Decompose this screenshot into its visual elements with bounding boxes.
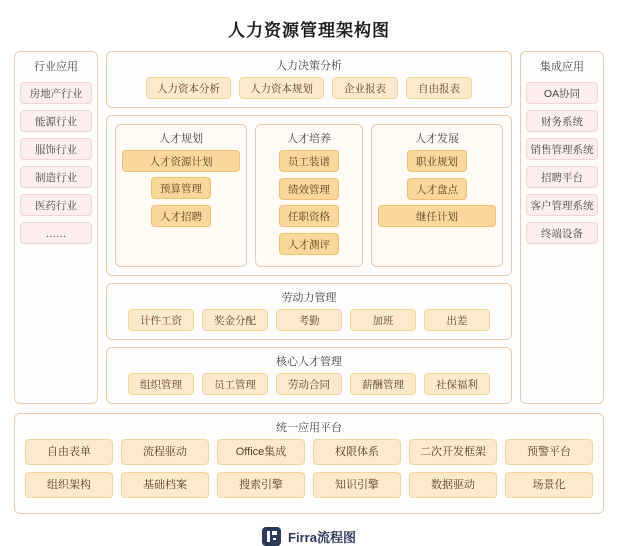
decision-item[interactable]: 企业报表 [332, 77, 398, 99]
decision-analysis-items [107, 77, 511, 107]
industry-item-more[interactable]: …… [20, 222, 92, 244]
labor-item[interactable]: 奖金分配 [202, 309, 268, 331]
industry-applications-panel [14, 51, 98, 404]
core-talent-items [107, 373, 511, 403]
decision-analysis-panel [106, 51, 512, 108]
core-item[interactable]: 劳动合同 [276, 373, 342, 395]
talent-training-panel [255, 124, 363, 267]
talent-development-row [372, 150, 502, 205]
labor-management-heading: 劳动力管理 [281, 292, 337, 304]
unified-platform-heading: 统一应用平台 [276, 422, 342, 434]
talent-panels [107, 116, 511, 275]
integration-item[interactable]: 终端设备 [526, 222, 598, 244]
firra-logo-icon [262, 527, 281, 546]
platform-item[interactable]: 自由表单 [25, 439, 113, 465]
center-column [106, 51, 512, 404]
talent-training-item[interactable]: 员工装谱 [279, 150, 339, 172]
platform-item[interactable]: 数据驱动 [409, 472, 497, 498]
diagram-body [0, 41, 618, 404]
page-title: 人力资源管理架构图 [228, 21, 390, 40]
decision-item[interactable]: 人力资本分析 [146, 77, 231, 99]
labor-item[interactable]: 出差 [424, 309, 490, 331]
labor-management-panel [106, 283, 512, 340]
platform-item[interactable]: 二次开发框架 [409, 439, 497, 465]
talent-planning-row [116, 150, 246, 177]
core-talent-heading: 核心人才管理 [276, 356, 342, 368]
industry-item[interactable]: 制造行业 [20, 166, 92, 188]
core-item[interactable]: 员工管理 [202, 373, 268, 395]
footer-brand: Firra流程图 [288, 530, 356, 545]
talent-development-item[interactable]: 继任计划 [378, 205, 496, 227]
platform-item[interactable]: 搜索引擎 [217, 472, 305, 498]
talent-panels-wrapper [106, 115, 512, 276]
talent-development-heading: 人才发展 [415, 133, 459, 145]
talent-development-item[interactable]: 人才盘点 [407, 178, 467, 200]
talent-training-item[interactable]: 绩效管理 [279, 178, 339, 200]
platform-item[interactable]: Office集成 [217, 439, 305, 465]
labor-management-items [107, 309, 511, 339]
core-item[interactable]: 薪酬管理 [350, 373, 416, 395]
integrated-applications-panel [520, 51, 604, 404]
platform-row [15, 439, 603, 472]
integration-item[interactable]: OA协同 [526, 82, 598, 104]
labor-item[interactable]: 计件工资 [128, 309, 194, 331]
industry-item[interactable]: 能源行业 [20, 110, 92, 132]
decision-analysis-heading: 人力决策分析 [276, 60, 342, 72]
labor-item[interactable]: 考勤 [276, 309, 342, 331]
talent-development-panel [371, 124, 503, 267]
industry-item[interactable]: 医药行业 [20, 194, 92, 216]
talent-training-row [256, 205, 362, 260]
platform-row [15, 472, 603, 505]
platform-item[interactable]: 流程驱动 [121, 439, 209, 465]
labor-item[interactable]: 加班 [350, 309, 416, 331]
industry-item[interactable]: 房地产行业 [20, 82, 92, 104]
footer [0, 514, 618, 546]
talent-development-row [372, 205, 502, 232]
platform-item[interactable]: 组织架构 [25, 472, 113, 498]
integrated-applications-heading: 集成应用 [540, 61, 584, 73]
talent-planning-row [116, 177, 246, 232]
talent-training-item[interactable]: 人才测评 [279, 233, 339, 255]
integration-item[interactable]: 客户管理系统 [526, 194, 598, 216]
integration-item[interactable]: 招聘平台 [526, 166, 598, 188]
integration-item[interactable]: 财务系统 [526, 110, 598, 132]
core-item[interactable]: 社保福利 [424, 373, 490, 395]
talent-training-row [256, 150, 362, 205]
platform-item[interactable]: 场景化 [505, 472, 593, 498]
core-talent-panel [106, 347, 512, 404]
platform-item[interactable]: 权限体系 [313, 439, 401, 465]
talent-development-item[interactable]: 职业规划 [407, 150, 467, 172]
platform-item[interactable]: 基础档案 [121, 472, 209, 498]
decision-item[interactable]: 人力资本规划 [239, 77, 324, 99]
platform-item[interactable]: 预警平台 [505, 439, 593, 465]
core-item[interactable]: 组织管理 [128, 373, 194, 395]
talent-planning-item[interactable]: 人才资源计划 [122, 150, 240, 172]
talent-planning-panel [115, 124, 247, 267]
unified-platform-panel [14, 413, 604, 514]
integration-item[interactable]: 销售管理系统 [526, 138, 598, 160]
talent-planning-item[interactable]: 人才招聘 [151, 205, 211, 227]
talent-planning-heading: 人才规划 [159, 133, 203, 145]
talent-training-item[interactable]: 任职资格 [279, 205, 339, 227]
industry-item[interactable]: 服饰行业 [20, 138, 92, 160]
industry-applications-heading: 行业应用 [34, 61, 78, 73]
decision-item[interactable]: 自由报表 [406, 77, 472, 99]
talent-training-heading: 人才培养 [287, 133, 331, 145]
talent-planning-item[interactable]: 预算管理 [151, 177, 211, 199]
platform-item[interactable]: 知识引擎 [313, 472, 401, 498]
